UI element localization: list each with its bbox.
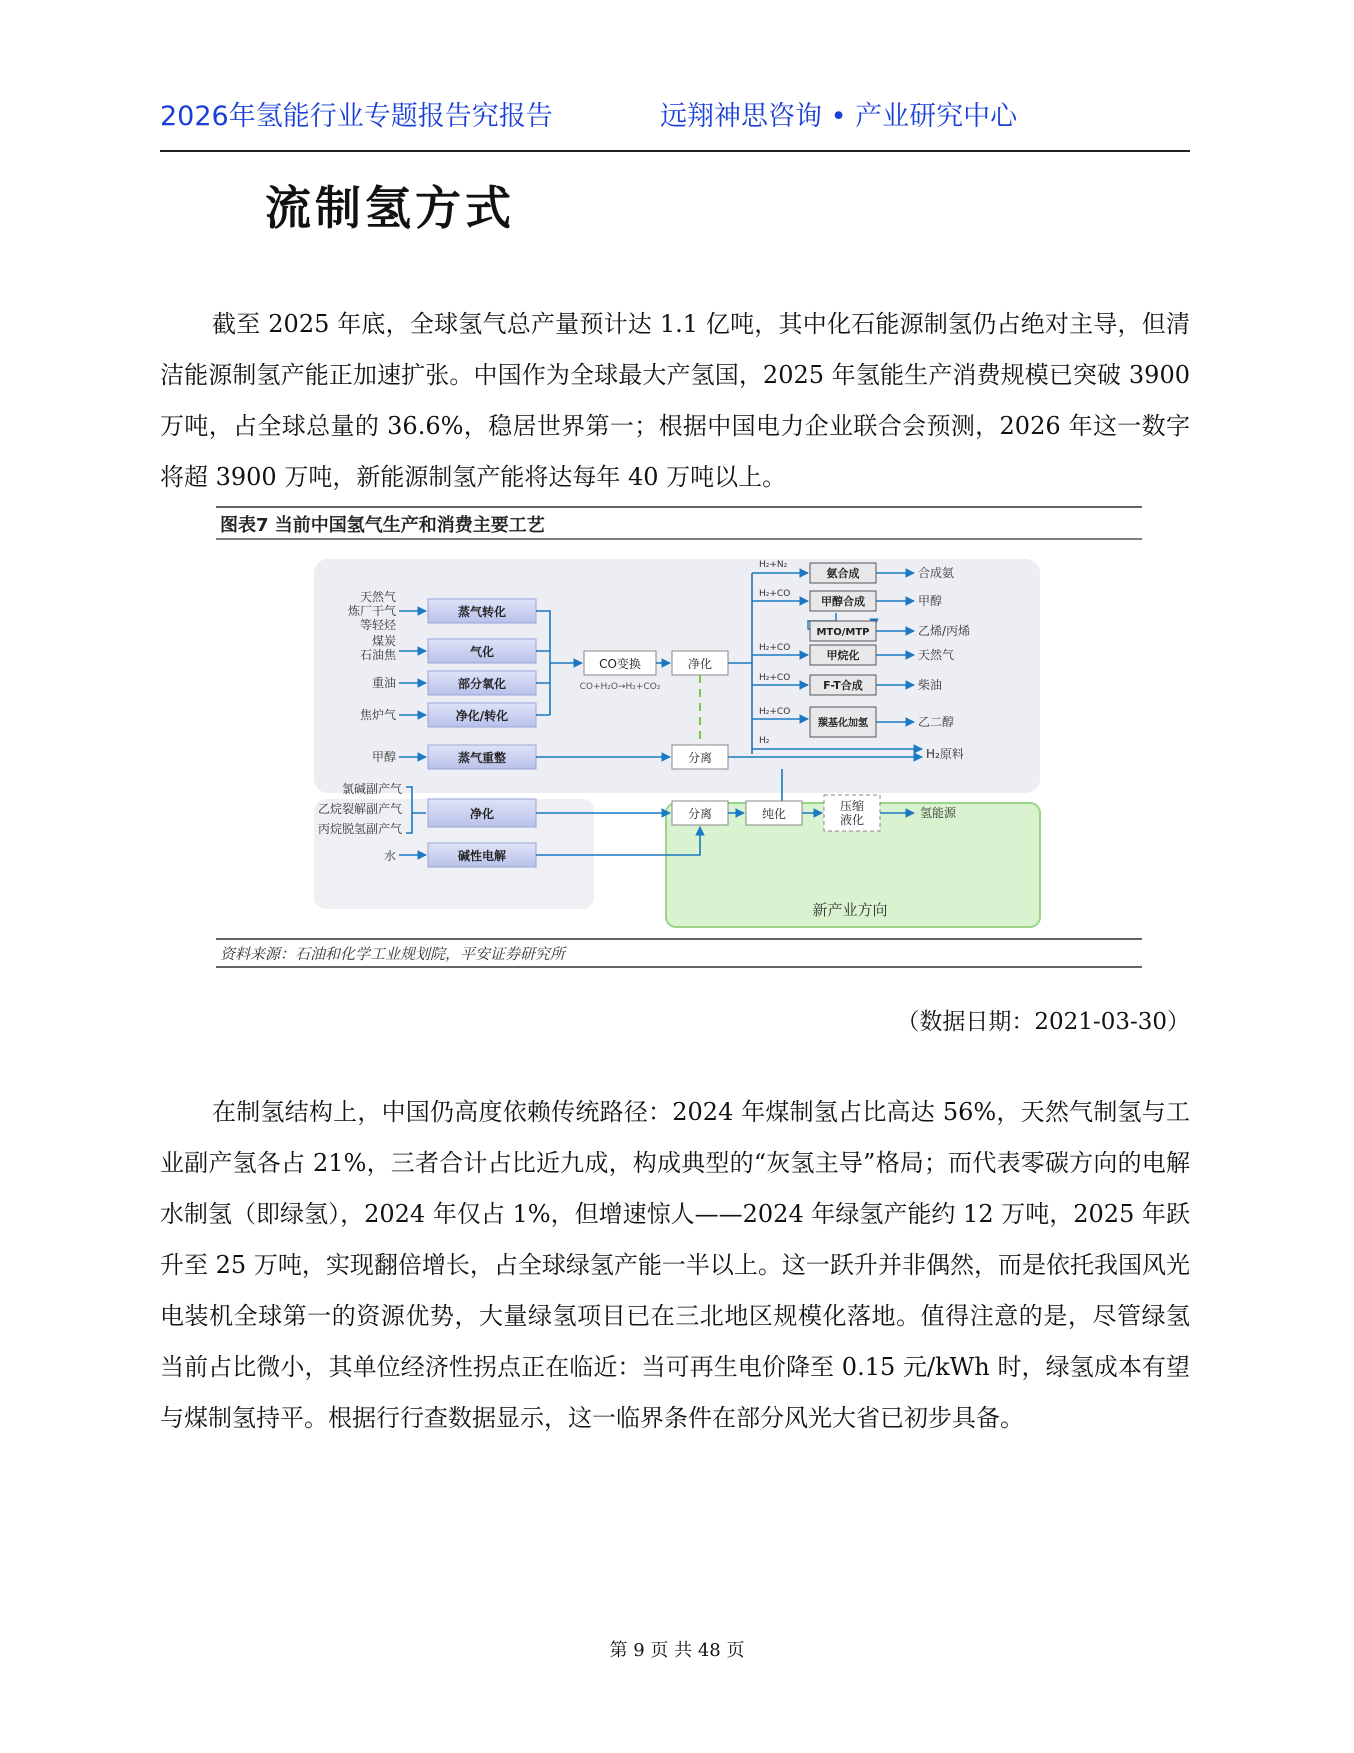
new-direction-label: 新产业方向	[812, 901, 888, 919]
process-figure	[214, 503, 1142, 973]
gas-label-1: H₂+N₂	[759, 560, 788, 570]
page-number: 第 9 页 共 48 页	[609, 1640, 745, 1661]
input-natural-gas: 天然气	[359, 590, 396, 604]
section-title: 流制氢方式	[265, 181, 515, 235]
box-compress-label: 压缩	[839, 799, 865, 813]
input-light-hydrocarbon: 等轻烃	[359, 618, 396, 632]
gas-label-2: H₂+CO	[759, 589, 791, 599]
box-purify2-label: 净化	[687, 657, 713, 671]
box-steam-reform-label: 蒸气转化	[457, 605, 507, 619]
input-pdh: 丙烷脱氢副产气	[317, 822, 402, 836]
box-separate-label: 分离	[687, 751, 713, 765]
product-natural-gas: 天然气	[918, 648, 955, 662]
header-publisher: 远翔神思咨询 • 产业研究中心	[660, 101, 1018, 132]
product-h2-feed: H₂原料	[926, 747, 964, 761]
co-shift-equation: CO+H₂O→H₂+CO₂	[579, 682, 661, 692]
figure-source: 资料来源：石油和化学工业规划院，平安证券研究所	[220, 945, 566, 963]
box-ammonia-synth-label: 氨合成	[826, 567, 860, 580]
running-header	[160, 88, 1190, 138]
box-purify-convert-label: 净化/转化	[455, 709, 509, 723]
h2-label: H₂	[759, 736, 770, 746]
box-co-shift-label: CO变换	[599, 657, 641, 671]
input-petcoke: 石油焦	[359, 648, 396, 662]
input-refinery-gas: 炼厂干气	[347, 604, 396, 618]
product-olefins: 乙烯/丙烯	[918, 624, 971, 638]
paragraph-1: 截至 2025 年底，全球氢气总产量预计达 1.1 亿吨，其中化石能源制氢仍占绝对主导，但清洁能源制氢产能正加速扩张。中国作为全球最大产氢国，2025 年氢能生产消费规模已突破 3900 万吨，占全球总量的 36.6%，稳居世界第一；根据中国电力企业联合会预测，2026 年这一数字将超 3900 万吨，新能源制氢产能将达每年 40 万吨以上。	[160, 310, 1190, 491]
input-chlor-alkali: 氯碱副产气	[341, 782, 402, 796]
box-steam-reforming-label: 蒸气重整	[457, 751, 507, 765]
header-rule	[160, 150, 1190, 152]
box-gasify-label: 气化	[469, 645, 495, 659]
input-ethane-cracking: 乙烷裂解副产气	[317, 802, 402, 816]
header-report-title: 2026年氢能行业专题报告究报告	[160, 101, 553, 132]
product-methanol: 甲醇	[918, 594, 943, 608]
box-purify-label: 净化	[469, 807, 495, 821]
product-diesel: 柴油	[918, 678, 943, 692]
product-energy: 氢能源	[920, 806, 957, 820]
paragraph-2: 在制氢结构上，中国仍高度依赖传统路径：2024 年煤制氢占比高达 56%，天然气制氢与工业副产氢各占 21%，三者合计占比近九成，构成典型的“灰氢主导”格局；而代表零碳方向的电解水制氢（即绿氢），2024 年仅占 1%，但增速惊人——2024 年绿氢产能约 12 万吨，2025 年跃升至 25 万吨，实现翻倍增长，占全球绿氢产能一半以上。这一跃升并非偶然，而是依托我国风光电装机全球第一的资源优势，大量绿氢项目已在三北地区规模化落地。值得注意的是，尽管绿氢当前占比微小，其单位经济性拐点正在临近：当可再生电价降至 0.15 元/kWh 时，绿氢成本有望与煤制氢持平。根据行行查数据显示，这一临界条件在部分风光大省已初步具备。	[160, 1098, 1190, 1432]
box-carbonylation-label: 羰基化加氢	[818, 718, 868, 729]
input-methanol: 甲醇	[371, 750, 396, 764]
input-coke-gas: 焦炉气	[359, 708, 396, 722]
gas-label-4: H₂+CO	[759, 643, 791, 653]
gas-label-6: H₂+CO	[759, 707, 791, 717]
box-alk-electrolysis-label: 碱性电解	[457, 849, 507, 863]
gas-label-5: H₂+CO	[759, 673, 791, 683]
input-coal: 煤炭	[371, 634, 396, 648]
input-heavy-oil: 重油	[371, 676, 396, 690]
box-separate2-label: 分离	[687, 807, 713, 821]
figure-caption: 图表7 当前中国氢气生产和消费主要工艺	[220, 515, 545, 536]
box-partial-ox-label: 部分氧化	[457, 677, 507, 691]
product-ammonia: 合成氨	[918, 566, 955, 580]
box-mto-label: MTO/MTP	[816, 627, 870, 638]
box-ft-synth-label: F-T合成	[823, 679, 863, 692]
box-methanol-synth-label: 甲醇合成	[821, 595, 865, 608]
input-water: 水	[383, 849, 396, 863]
product-glycol: 乙二醇	[918, 715, 955, 729]
box-refine-label: 纯化	[761, 807, 787, 821]
box-liquefy-label: 液化	[839, 813, 865, 827]
data-date: （数据日期：2021-03-30）	[896, 1009, 1190, 1035]
box-methanation-label: 甲烷化	[826, 649, 860, 662]
